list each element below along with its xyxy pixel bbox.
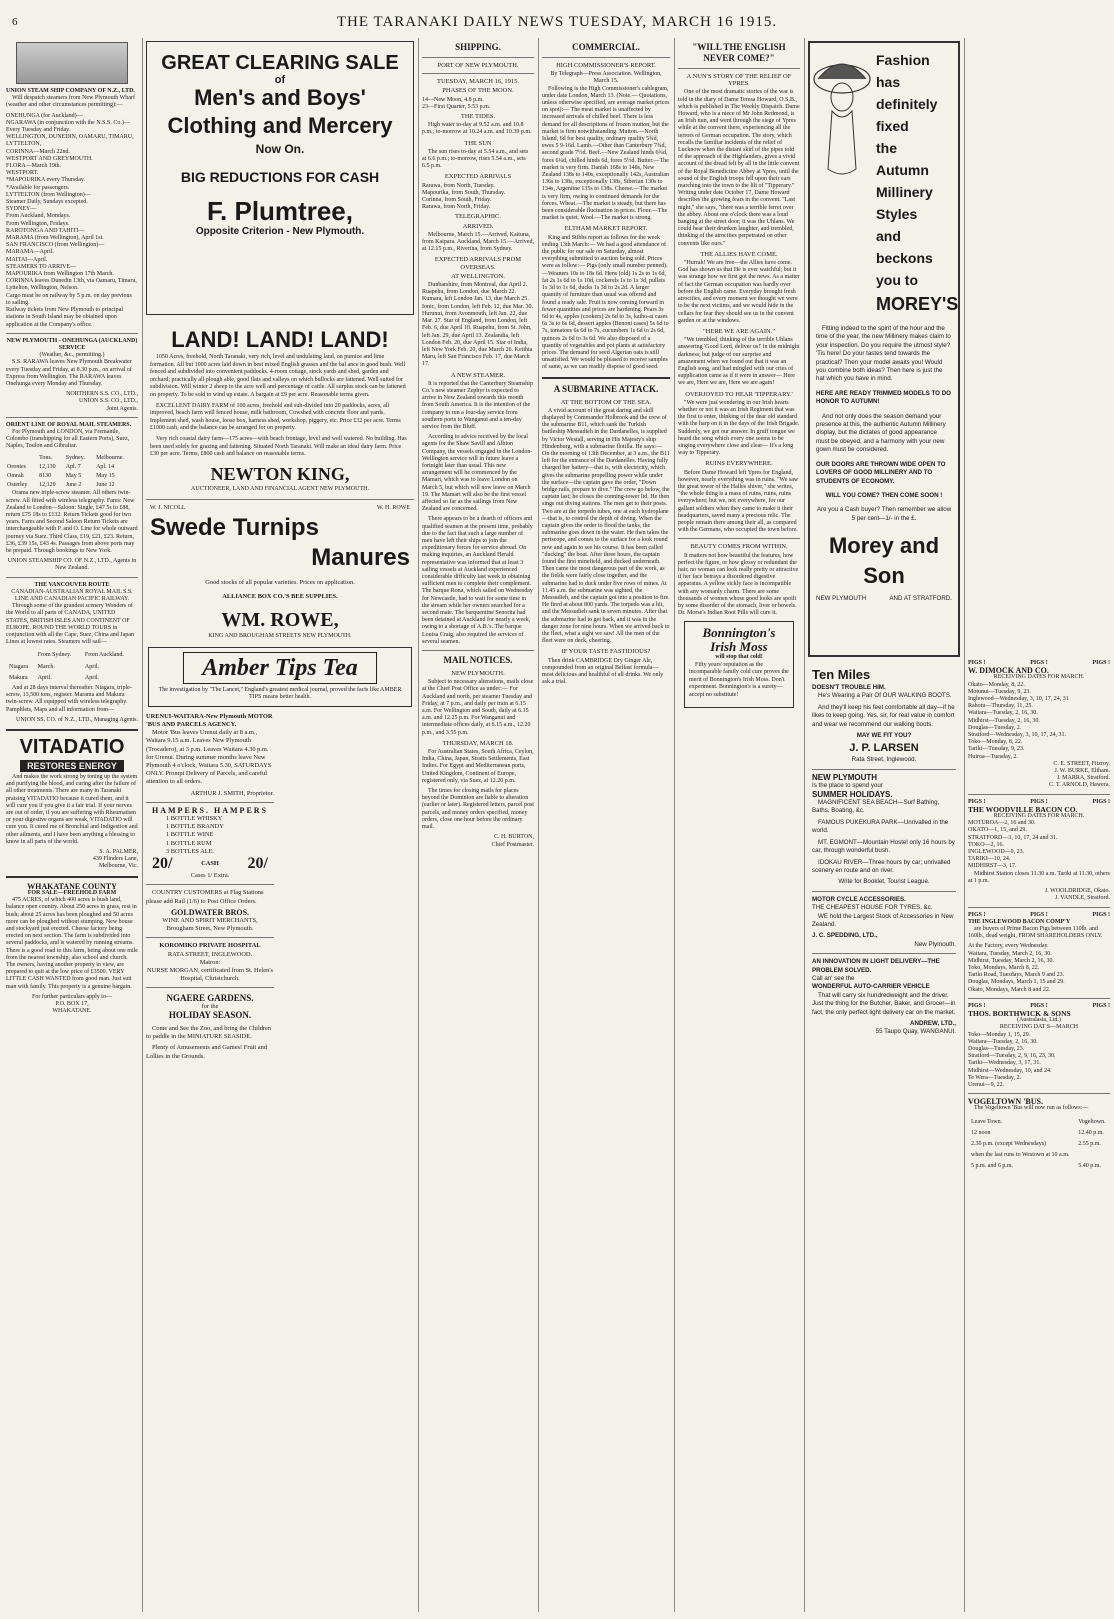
ypres-heading: "WILL THE ENGLISH NEVER COME?" xyxy=(692,42,786,63)
moon-phases: 14—New Moon, 4.8 p.m. 23—First Quarter, 5.53 p.m. xyxy=(422,96,491,110)
fastidious-heading: IF YOUR TASTE FASTIDIOUS? xyxy=(561,648,651,656)
plumtree-name: F. Plumtree, xyxy=(207,196,353,227)
column-ypres-story xyxy=(678,38,800,1612)
dimock-dates: Okato—Monday, 8, 22. Motunui—Tuesday, 9, 23. Inglewood—Wednesday, 3, 10, 17, 24, 31 Rahotu—Thursday, 11, 25. Waitara—Tuesday, 2, 16, 30. Midhirst—Tuesday, 2, 16, 30. Douglas—Tuesday, 2. Stratford—Wednesday, 3, 10, 17, 24, 31. Toko—Monday, 8, 22. Tariki—Tuesday, 9, 23. Huiroa—Tuesday, 2. xyxy=(968,681,1069,760)
usco-title: UNION STEAM SHIP COMPANY OF N.Z., LTD. xyxy=(6,88,135,94)
ready-models: HERE ARE READY TRIMMED MODELS TO DO HONOR TO AUTUMN! xyxy=(816,389,951,406)
woodville-agents: J. WOOLDRIDGE, Okato. J. VANDLE, Stratford. xyxy=(1044,888,1110,902)
mail-heading: MAIL NOTICES. xyxy=(443,655,513,666)
lower-ads-row xyxy=(146,713,414,1064)
ten-miles-sub: DOESN'T TROUBLE HIM. xyxy=(812,684,886,691)
bonnington-ad xyxy=(684,621,794,707)
moon-heading: PHASES OF THE MOON. xyxy=(442,87,514,95)
whakatane-contact: For further particulars apply to— P.O. BOX 17, WHAKATANE. xyxy=(32,993,112,1015)
onehunga-signature: NORTHERN S.S. CO., LTD., UNION S.S. CO., LTD., Joint Agents. xyxy=(66,391,138,412)
overseas-sub: AT WELLINGTON. xyxy=(451,272,505,280)
woodville-dates: MOTUROA—2, 16 and 30. OKATO—1, 15, and 29. STRATFORD—3, 10, 17, 24 and 31. TOKO—2, 16. INGLEWOOD—9, 23. TARIKI—10, 24. MIDHIRST—3, 17. xyxy=(968,820,1058,870)
vancouver-text: Through some of the grandest scenery Wonders of the World to all parts of CANADA, UNITED STATES, BRITISH ISLES AND CONTINENT OF EUROPE. ROUND THE WORLD TOURS in conjunction with all the Cape, Suez, China and Japan Lines at lowest rates. Steamers will sail— xyxy=(6,603,134,646)
onehunga-text: S.S. RARAWA leaves New Plymouth Breakwater every Tuesday and Friday, at 8.30 p.m., on arrival of Express from Wellington. The RARAWA leaves Onehunga every Monday and Thursday. xyxy=(6,359,132,387)
vogeltown-title: VOGELTOWN 'BUS. xyxy=(968,1097,1043,1107)
andrew-name: ANDREW, LTD., xyxy=(910,1020,956,1027)
thursday-text: For Australian States, South Africa, Ceylon, India, China, Japan, Straits Settlements, East Indies. For Egypt and Mediterranean ports, United Kingdom, Continent of Europe, registered only, via Suez, at 12.20 p.m. xyxy=(422,749,534,784)
onehunga-sub: (Weather, &c., permitting.) xyxy=(39,352,105,359)
larsen-address: Rata Street, Inglewood. xyxy=(851,756,917,764)
inglewood-bacon-dates: At the Factory, every Wednesday. Waitara, Tuesday, March 2, 16, 30. Midhirst, Tuesday, March 2, 16, 30. Toko, Mondays, March 8, 22. Tariki Road, Tuesdays, March 9 and 23. Douglas, Mondays, March 1, 15 and 29. Okato, Mondays, March 8 and 22. xyxy=(968,943,1065,993)
woodville-title: THE WOODVILLE BACON CO. xyxy=(968,804,1078,814)
motor-cycle-sub: THE CHEAPEST HOUSE FOR TYRES, &c. xyxy=(812,904,933,912)
may-we-fit: MAY WE FIT YOU? xyxy=(856,732,912,740)
vogeltown-text: The Vogeltown 'Bus will now run as follows:— xyxy=(974,1105,1089,1112)
arrived-heading: ARRIVED. xyxy=(462,222,494,230)
allies-heading: THE ALLIES HAVE COME. xyxy=(700,250,778,258)
telegraphic-heading: TELEGRAPHIC. xyxy=(454,213,502,221)
motor-cycle-text: WE hold the Largest Stock of Accessories in New Zealand. xyxy=(812,912,954,928)
new-steamer-text-2: According to advice received by the local agents for the Shaw Savill and Albion Company, the vessels engaged in the London-Wellington service will in future leave a fortnight later than usual. This new arrangement will be commenced by the Mamari, which was to leave London on March 5, but which will now leave on March 19. The Mamari will also be the first vessel affected so far as the sailings from New Zealand are concerned. xyxy=(422,434,533,513)
arrived-text: Melbourne, March 15.—Arrived, Kaituna, from Kaipara. Auckland, March 15.—Arrived, at 12.15 p.m., Riverina, from Sydney. xyxy=(422,231,534,253)
column-rule xyxy=(804,38,805,1612)
onehunga-title: NEW PLYMOUTH - ONEHUNGA (AUCKLAND) SERVICE xyxy=(6,337,138,351)
ypres-text: One of the most dramatic stories of the war is told in the diary of Dame Teresa Howard, O.S.B., which is published in The Weekly Dispatch. Dame Howard, who is a niece of Mr John Redmond, is an Irish nun, and went through the siege of Ypres while at the convent there, experiencing all the terrors of German occupation. The story, which recalls the familiar incidents of the relief of Lucknow when the distant skirl of the pipes told of the approach of the Highlanders, gives a vivid account of the dread felt by all in the little convent of the Royal Benedictine Abbey at Ypres, until the sound of the English troops fell upon their ears marching into the town to the lilt of "Tipperary." Writing under date October 17, Dame Howard describes the growing fears in the convent. "Last night," she says, "there was a terrible ferret over the abbey. About one o'clock there was a loud banging at the street door; it was the Uhlans. We could hear their drunken laughter, and trembled, thinking of the atrocities perpetrated on other convents like ours." xyxy=(678,89,800,247)
column-pigs-ads xyxy=(968,660,1110,1612)
spedding-name: J. C. SPEDDING, LTD., xyxy=(812,932,878,940)
dimock-sub: RECEIVING DATES FOR MARCH. xyxy=(993,674,1085,681)
innovation-text: That will carry six hundredweight and the driver. Just the thing for the Butcher, Baker, and Grocer—in fact, the only perfect light delivery car on the market. xyxy=(812,991,956,1016)
ngaere-title: NGAERE GARDENS. xyxy=(166,993,254,1004)
hamper-price: 20/ CASH 20/ xyxy=(152,854,268,872)
pigs-banner: PIGS ! PIGS ! PIGS ! xyxy=(968,911,1110,918)
column-rule xyxy=(538,38,539,1612)
rowe-sub: KING AND BROUGHAM STREETS NEW PLYMOUTH. xyxy=(208,632,352,639)
vancouver-sub: CANADIAN-AUSTRALIAN ROYAL MAIL S.S. LINE AND CANADIAN PACIFIC RAILWAY. xyxy=(11,588,133,602)
woodville-sub: RECEIVING DATES FOR MARCH. xyxy=(993,813,1085,820)
amber-tips-sub: The investigation by "The Lancet," England's greatest medical journal, proved the facts like AMBER TIPS means better health. xyxy=(158,686,402,701)
mail-signature: C. H. BURTON, Chief Postmaster. xyxy=(491,834,534,848)
bonnington-sub: will stop that cold! xyxy=(715,654,763,661)
submarine-sub: AT THE BOTTOM OF THE SEA. xyxy=(560,398,652,406)
hamper-sub: Cases 1/ Extra. xyxy=(190,872,230,880)
mail-text: Subject to necessary alterations, mails close at the Chief Post Office as under:— For Auckland and north, per steamer Tuesday and Friday, at 7 p.m., and daily per train at 6.15 a.m. For Wellington and South, daily at 6.15 a.m. and 12.25 p.m. For Wanganui and intermediate offices daily, at 6.15 a.m., 12.20 p.m., and 3.55 p.m. xyxy=(422,679,534,736)
vancouver-signature: UNION SS. CO. of N.Z., LTD., Managing Agents. xyxy=(16,716,138,723)
spedding-sub: New Plymouth. xyxy=(914,940,956,948)
usco-schedule: ONEHUNGA (for Auckland)— NGARAWA (in conjunction with the N.S.S. Co.)—Every Tuesday and Friday. WELLINGTON, DUNEDIN, OAMARU, TIMARU, LYTTELTON, CORINNA—March 22nd. WESTPORT AND GREYMOUTH. FLORA—March 19th. WESTPORT. *MAPOURIKA every Thursday. *Available for passengers. LYTTELTON (from Wellington)— Steamer Daily, Sundays excepted. SYDNEY— From Auckland, Mondays. From Wellington, Fridays. RAROTONGA AND TAHITI— MARAMA (from Wellington), April 1st. SAN FRANCISCO (from Wellington)— MARAMA—April. MAITAI—April. STEAMERS TO ARRIVE— MAPOURIKA from Wellington 17th March. CORINNA leaves Dunedin 13th, via Oamaru, Timaru, Lyttelton, Wellington, Nelson. Cargo must be on railway by 5 p.m. on day previous to sailing. Railway tickets from New Plymouth to principal stations in South Island may be obtained upon application at the Company's office. xyxy=(6,112,137,328)
lower-column-ads xyxy=(808,660,960,1039)
shipping-date: TUESDAY, MARCH 16, 1915. xyxy=(437,78,519,86)
land-text-3: Very rich coastal dairy farm—175 acres—with beach frontage, level and well watered. No building. Has been used solely for grazing and fattening. Situated North Taranaki. Will make an ideal dairy farm. Price £30 per acre. Terms, £800 cash and balance on reasonable terms. xyxy=(150,435,407,458)
new-steamer-heading: A NEW STEAMER. xyxy=(450,371,506,379)
shipping-heading: SHIPPING. xyxy=(455,42,501,52)
masthead-title: THE TARANAKI DAILY NEWS TUESDAY, MARCH 16 1915. xyxy=(336,14,778,30)
np-footer: Write for Booklet, Tourist League. xyxy=(838,878,930,886)
rowe-name: WM. ROWE, xyxy=(221,608,339,631)
borthwick-sub-2: RECEIVING DAT S—MARCH xyxy=(999,1024,1079,1031)
vitadatio-signature: S. A. PALMER, 439 Flinders Lane, Melbourne, Vic. xyxy=(92,849,138,870)
ngaere-text-2: Plenty of Amusements and Games! Fruit and Lollies in the Grounds. xyxy=(146,1044,268,1060)
clearing-sale-of: of xyxy=(274,74,286,86)
ruins-text: Before Dame Howard left Ypres for England, however, nearly everything was in ruins. "We saw the great tower of the Halles shiver," she writes, "the whole thing is a mass of ruins, ruins, ruins everywhere; but we, not everywhere, for our gallant soldiers when they came to make it their headquarters, saved many a precious relic. The people remain there among their all, as compared with the Germans, who occupied the town before. xyxy=(678,469,799,534)
woodville-text: Midhirst Station closes 11.30 a.m. Tariki at 11.30, others at 1 p.m. xyxy=(968,870,1110,884)
clearing-sale-line: Men's and Boys' xyxy=(194,85,366,111)
ngaere-season: HOLIDAY SEASON. xyxy=(168,1009,252,1020)
np-title: SUMMER HOLIDAYS. xyxy=(812,789,893,799)
fastidious-text: Then drink CAMBRIDGE Dry Ginger Ale, compounded from an original Belfast formula—most delicious and healthful of all drinks. We only ask a trial. xyxy=(542,657,664,686)
motor-cycle-heading: MOTOR CYCLE ACCESSORIES. xyxy=(812,895,906,903)
new-steamer-text: It is reported that the Canterbury Steamship Co.'s new steamer Zephyr is expected to arrive in New Zealand towards this month from South America. It is the intention of the company to run a four-day service from southern ports to Wanganui and a ten-day service from the Bluff. xyxy=(422,380,533,430)
amber-tips-logo: Amber Tips Tea xyxy=(183,652,377,684)
amber-tips-ad xyxy=(148,647,412,707)
expected-heading: EXPECTED ARRIVALS xyxy=(444,173,512,181)
fashion-text: Fitting indeed to the spirit of the hour and the time of the year, the new Millinery makes claim to your inspection. Do you require the utmost style? 'Tis here! Do your tastes tend towards the practical? Then your model awaits you! Would you combine both ideas? Then here is just the hat which you have in mind. xyxy=(816,325,951,383)
newton-king-sub: AUCTIONEER, LAND AND FINANCIAL AGENT NEW PLYMOUTH. xyxy=(191,485,369,492)
beauty-heading: BEAUTY COMES FROM WITHIN. xyxy=(690,543,788,551)
column-shipping-ads xyxy=(6,38,138,1612)
clearing-sale-line: Clothing and Mercery xyxy=(167,113,393,139)
hc-heading: HIGH COMMISSIONER'S REPORT. xyxy=(556,62,656,69)
urenui-text: Motor 'Bus leaves Urenui daily at 8 a.m., Waitara 9.15 a.m. Leaves New Plymouth (Trocadero), at 3 p.m. Leaves Waitara 4.30 p.m. for Urenui. During summer months leave New Plymouth 4 o'clock, Waitara 5.30, SATURDAYS ONLY. Prompt Delivery of Parcels, and careful attention to all orders. xyxy=(146,729,272,786)
column-rule xyxy=(142,38,143,1612)
lower-ads-left xyxy=(146,713,274,1064)
fashion-headline: Fashion has definitely fixed the Autumn Millinery Styles and beckons you to MOREY'S xyxy=(876,52,959,314)
whakatane-title: WHAKATANE COUNTY xyxy=(27,881,117,891)
swede-title: Swede Turnips xyxy=(150,513,319,541)
borthwick-dates: Toko—Monday 1, 15, 29. Waitara—Tuesday, 2, 16, 30. Douglas—Tuesday, 23. Stratford—Tuesday, 2, 9, 16, 23, 30. Tariki—Wednesday, 3, 17, 31. Midhirst—Wednesday, 10, and 24. Te Wera—Tuesday, 2. Urenui—9, 22. xyxy=(968,1031,1056,1088)
here-heading: "HERE WE ARE AGAIN." xyxy=(703,327,775,335)
andrew-address: 55 Taupo Quay, WANGANUI. xyxy=(875,1028,956,1036)
clearing-sale-now-on: Now On. xyxy=(255,142,305,157)
will-you-come: WILL YOU COME? THEN COME SOON ! xyxy=(825,491,943,499)
tides-heading: THE TIDES. xyxy=(460,113,496,121)
bonnington-logo: Bonnington's Irish Moss xyxy=(702,625,776,655)
tipperary-heading: OVERJOYED TO HEAR 'TIPPERARY.' xyxy=(685,390,793,398)
dimock-agents: C. E. STREET, Fitzroy. J. W. BURKE, Eltham. J. MARRA, Stratford. C. T. ARNOLD, Hawera. xyxy=(1049,760,1110,789)
page-number: 6 xyxy=(12,16,18,28)
eltham-text: King and Stibbs report as follows for the week ending 13th March:— We had a good attendance of the public for our sale on Saturday, almost everything submitted to auction being sold. Prices were as follow:— Pigs (only small number penned).—Weaners 10s to 18s 6d. Hens (old) 1s 2s to 1s 6d, fat 2s 1s 6d to 1s 10d, cockerels 1s to 1s 3d, pullets 1s 3d to 1s 6d, ducks 1s 3d to 2s 2d. A larger quantity of furniture than usual was offered and found a ready sale. Fruit is now coming forward in fewer quantities and prices are hardening. Pears 3s 6d to 4s, apples (cookers) 2s 6d to 3s, kaiho-ai cases 6s 3s to 6s 6d, dessert apples (Benoni cases) 5s 6d to 7s, tomatoes 6s 6d to 7s, cucumbers 1s 6d to 2s 6d, quinces 2s 6d to 3s 6d. We also disposed of a quantity of vegetables and pot plants at satisfactory prices. The demand for seed Algerian oats is still unsatisfied. We would be pleased to receive samples of same, as we can readily dispose of good seed. xyxy=(542,234,669,371)
np-attractions: MAGNIFICENT SEA BEACH—Surf Bathing, Baths, Boating, &c. FAMOUS PUKEKURA PARK—Unrivalled in the world. MT. EGMONT—Mountain Hostel only 16 hours by car, through wonderful bush. IDOKAU RIVER—Three hours by car; unrivalled scenery en route and on river. xyxy=(812,799,955,874)
hc-sub: By Telegraph—Press Association. Wellington, March 15. xyxy=(550,71,662,85)
mail-sub: NEW PLYMOUTH. xyxy=(451,670,505,678)
allies-text: "Hurrah! We are free—the Allies have come. God has shown us that He is ever watchful; but it was strange how we first got the news. As a matter of fact the German occupation was hardly over before the English came. Everyday brought fresh atrocities, and every moment we thought we were to be the next victims, and we would hide in the cellars for fear they should see us in the convent garden or at the windows. xyxy=(678,260,800,324)
beauty-text: It matters not how beautiful the features, how perfect the figure, or how glossy or redundant the hair, no woman can look really pretty or attractive if her face betrays a disordered digestive apparatus. A yellow sickly face is incompatible with any womanly charm. There are some thousands of women whose good looks are spoilt by some disorder of the stomach, liver or bowels. Dr. Morse's Indian Root Pills will cure it. xyxy=(678,552,799,617)
sun-text: The sun rises to-day at 5.54 a.m., and sets at 6.6 p.m.; to-morrow, rises 5.54 a.m., sets 6.5 p.m. xyxy=(422,148,529,170)
vancouver-table: From Sydney. From Auckland. Niagara March. April. Makura April. April. xyxy=(9,652,124,681)
vancouver-text-2: And at 28 days interval thereafter. Niagara, triple-screw, 13,500 tons, register. Marama and Makura twin-screw. All equipped with wireless telegraphy. Pamphlets, Maps and all information from— xyxy=(6,685,132,713)
overseas-text: Dunbarshire, from Montreal, due April 2. Ruapehu, from London, due March 22. Kumara, left London Jan. 13, due March 25. Ionic, from London, left Feb. 12, due Mar. 30. Hurunui, from Avonmouth, left Jan. 22, due Mar. 27. Star of England, from London, left Feb. 6, due April 10. Ruapehu, from St. John, left Jan. 29, due April 13. Zealandia, left London Feb. 20, due April 15. Star of India, left New York Feb. 20, due March 26. Keithia Maru, left San Francisco Feb. 17, due March 17. xyxy=(422,282,533,368)
pigs-banner: PIGS ! PIGS ! PIGS ! xyxy=(968,798,1110,805)
goldwater-sub: WINE AND SPIRIT MERCHANTS, xyxy=(162,916,258,924)
orient-signature: UNION STEAMSHIP CO. OF N.Z., LTD., Agents in New Zealand. xyxy=(7,558,137,572)
sun-heading: THE SUN xyxy=(464,139,492,147)
urenui-signature: ARTHUR J. SMITH, Proprietor. xyxy=(190,789,274,797)
woman-hat-illustration xyxy=(812,49,872,199)
clearing-sale-reductions: BIG REDUCTIONS FOR CASH xyxy=(180,169,380,186)
inglewood-bacon-text: are buyers of Prime Bacon Pigs between 110lb. and 160lb., dead weight, FROM SHAREHOLDERS ONLY. xyxy=(968,925,1103,940)
manures-title: Manures xyxy=(311,543,410,571)
cash-buyer: Are you a Cash buyer? Then remember we allow 5 per cent—1/- in the £. xyxy=(816,506,952,522)
plumtree-address: Opposite Criterion - New Plymouth. xyxy=(195,226,365,238)
inglewood-bacon-title: THE INGLEWOOD BACON COMP'Y xyxy=(968,918,1071,925)
mail-text-2: The times for closing mails for places beyond the Dominion are liable to alteration (earlier or later). Registered letters, parcel post parcels, and money orders specified, money orders, close one hour before the ordinary mail. xyxy=(422,788,534,831)
ngaere-text: Come and See the Zoo, and bring the Children to paddle in the MINIATURE SEASIDE. xyxy=(146,1025,272,1041)
doors-open: OUR DOORS ARE THROWN WIDE OPEN TO LOVERS OF GOOD MILLINERY AND TO STUDENTS OF ECONOMY. xyxy=(816,460,946,485)
hc-text: Following is the High Commissioner's cablegram, under date London, March 13. (Note.— Quotations, unless otherwise specified, are average market prices on spot):— The meat market is unaffected by increased arrivals of chilled beef. There is less demand for all descriptions of frozen mutton, but the market is firm notwithstanding. Mutton.—North Island, 6d for best quality, ordinary quality 5¾d, ewes 5 9-16d. Lamb.—Other than Canterbury 7¾d, second grade 7½d. Beef.—New Zealand hinds 6¾d, fores 6¼d, chilled hinds 6d, fores 5½d. Butter.—The market is very firm. Danish 168s to 148s, New Zealand 138s to 140s, exceptionally 142s, Australian 136s to 138s, exceptionally 138s, Siberian 130s to 134s, Argentine 135s to 138s. Cheese.—The market is very firm, owing to continued demands for the forces. Wheat.—The market is steady, but there has been considerable fluctuation in prices. Flour.—The market is quiet. Wool.—The market is strong. xyxy=(542,85,670,222)
commercial-heading: COMMERCIAL. xyxy=(572,42,640,52)
pigs-banner: PIGS ! PIGS ! PIGS ! xyxy=(968,660,1110,666)
goldwater-address: Brougham Street, New Plymouth. xyxy=(166,925,254,933)
column-rule xyxy=(674,38,675,1612)
vitadatio-logo: VITADATIO xyxy=(19,736,125,759)
morey-locations: NEW PLYMOUTH AND AT STRATFORD. xyxy=(816,595,952,603)
ten-miles-text: He's Wearing a Pair Of OUR WALKING BOOTS. xyxy=(818,692,952,700)
column-morey-ads xyxy=(808,38,960,1612)
here-text: "We trembled, thinking of the terrible Uhlans answering 'Good Lord, deliver us!' in the midnight darkness; but judge of our surprise and amazement when we found out that it was an English song, and had mingled with our cries of supplication came as if it were in answer— Here we are, Here we are, Here we are again! xyxy=(678,337,800,387)
whakatane-text: 475 ACRES, of which 400 acres is bush land, balance open country. About 250 acres in grass, rest in bush; about 25 acres has been ploughed and 50 acres more can be ploughed without stumping. New house and stockyard just erected. Cheese factory being erected on next section. The farm is subdivided into several paddocks, and is watered by running streams. There is a good road to this farm, being about one mile from the nearest township, also school and church. The owners, having another property in view, are prepared to quit at the low price of £3500. VERY LITTLE CASH WANTED from good man. Just suit man with family. This property is a genuine bargain. xyxy=(6,897,138,990)
submarine-text: A vivid account of the great daring and skill displayed by Commander Holbrook and the crew of the submarine B11, which sank the Turkish battleship Messudieh in the Dardanelles, is supplied by Victor Westall, serving in His Majesty's ship Hindenburg, with a submarine flotilla. He says:— On the morning of 13th December, at 3 a.m., the B11 left for the entrance of the Dardanelles. Having fully charged her battery—that is, with electricity, which gives the submarine propelling power while under the surface—the captain gave the order, "Down bridge rails, prepare to dive." The crew go below, the captain last; he closes the conning-tower lid. He then sings out diving stations. The men get to their posts. Two are at the torpedo tubes, one at each hydroplane—that is, to control the depth of diving. When the captain gives the order to flood the tanks, the submarine goes down in the water. He then takes the periscope, and comes to the surface for a look round now and again to see his course. It has been called "ducking" the boat. After three hours, the captain found the first minefield, and ducked underneath. Then came the most dangerous part of the work, as the fields were fairly close together, and the submarine had to duck under five rows of mines. At 11.45 a.m. the submarine was sighted, the Messudieh, and the captain got into a position to fire. He fired at about 800 yards. The torpedo was a hit, and the Messudieh sank in seven minutes. After that the submarine had to get back, and it was in the danger zone for nine hours. When we arrived back to the fleet, what a sight we saw! All the men of the fleet were on deck, cheering. xyxy=(542,407,670,645)
ngaere-for: for the xyxy=(201,1002,219,1010)
hampers-title: HAMPERS. HAMPERS xyxy=(152,805,268,815)
vitadatio-text: And makes the work strong by toning up the system and purifying the blood, and curing after the failure of all other treatments. There are many in Taranaki praising VITADATIO because it cured them, and it will cure you if you give it a fair trial. If your nerves are out of order, if you are suffering with Rheumatism or your digestive organs are weak, VITADATIO will cure you. It cured me of Bronchial and Indigestion and other ailments, and I have been anything a blessing to know in all parts of the world. xyxy=(6,774,138,845)
expected-list: Rarawa, from North, Tuesday. Mapourika, from South, Thursday. Corinna, from South, Friday. Rarawa, from North, Friday. xyxy=(422,182,506,211)
innovation-heading: AN INNOVATION IN LIGHT DELIVERY—THE PROBLEM SOLVED. xyxy=(812,958,940,974)
column-advertisements xyxy=(146,38,414,1612)
ruins-heading: RUINS EVERYWHERE. xyxy=(705,460,773,468)
goldwater-title: GOLDWATER BROS. xyxy=(170,907,250,917)
vitadatio-badge: RESTORES ENERGY xyxy=(20,760,124,772)
country-customers: COUNTRY CUSTOMERS at Flag Stations please add Rail (1/6) to Post Office Orders. xyxy=(146,889,264,905)
thursday-heading: THURSDAY, MARCH 18. xyxy=(442,739,514,747)
ready-text: And not only does the season demand your presence at this, the authentic Autumn Millinery display, but the dictates of good appearance must be obeyed, and a harmony with your new gown must be considered. xyxy=(816,412,946,454)
tipperary-text: "We were just wondering in our Irish hearts whether or not it was an Irish Regiment that was the first to enter, thinking of the dear old standard with the harp on it in the days of the Irish Brigade. Suddenly, we got our answer. In gruff tongue we heard the song which every one seems to be singing everywhere close and clear— It's a long way to Tipperary. xyxy=(678,399,800,457)
orient-intro: For Plymouth and LONDON, via Fremantle, Colombo (transhipping for all Eastern Ports), Suez, Naples, Toulon and Gibraltar. xyxy=(6,428,130,450)
column-rule xyxy=(418,38,419,1612)
innovation-title: WONDERFUL AUTO-CARRIER VEHICLE xyxy=(812,983,930,991)
koromiko-matron: Matron: NURSE MORGAN, certificated from St. Helen's Hospital, Christchurch. xyxy=(147,958,273,983)
land-title: LAND! LAND! LAND! xyxy=(171,327,389,352)
clearing-sale-ad xyxy=(146,41,414,315)
column-rule xyxy=(964,38,965,1612)
eltham-heading: ELTHAM MARKET REPORT. xyxy=(564,225,648,233)
ten-miles-text-2: And they'll keep his feet comfortable all day—if he likes to keep going. Yes, sir, for real value in comfort and wear we recommend our walking boots. xyxy=(812,703,955,728)
dimock-title: W. DIMOCK AND CO. xyxy=(968,666,1049,676)
new-steamer-text-3: There appears to be a dearth of officers and qualified seamen at the present time, probably due to the fact that such a large number of men have left their ships to join the expeditionary forces for service abroad. On making inquiries, an Auckland Herald representative was informed that at least 3 sailing vessels at Auckland experienced considerable difficulty last week in obtaining sufficient men to complete their complement. The barque Rona, which sailed on Wednesday for Newcastle, had to wait for some time in the stream while her owners searched for a second mate. The barquentine Senorita had been detained at Auckland for nearly a week, owing to a shortage of A.B.'s. The barque Louisa Craig, also required the services of several seamen. xyxy=(422,516,533,645)
vancouver-title: THE VANCOUVER ROUTE xyxy=(34,581,110,588)
ten-miles-title: Ten Miles xyxy=(812,667,871,682)
port-heading: PORT OF NEW PLYMOUTH. xyxy=(437,62,519,69)
overseas-heading: EXPECTED ARRIVALS FROM OVERSEAS. xyxy=(434,256,522,271)
swede-text-2: ALLIANCE BOX CO.'S BEE SUPPLIES. xyxy=(222,592,338,600)
whakatane-sub: FOR SALE—FREEHOLD FARM xyxy=(27,889,117,896)
submarine-heading: A SUBMARINE ATTACK. xyxy=(553,383,659,394)
land-text-2: EXCELLENT DAIRY FARM of 100 acres, freehold and sub-divided into 20 paddocks, acres, all improved, beach farm well fenced house, milk bathroom, Cowshed with concrete floor and yards. Implement shed, wash house, loose box, harness shed, workshop, piggery, etc. Price £32 per acre. Terms £1000 cash, and the balance can be arranged for on property. xyxy=(150,402,401,432)
orient-title: ORIENT LINE OF ROYAL MAIL STEAMERS. xyxy=(6,421,132,428)
innovation-sub: Call an' see the xyxy=(812,974,855,982)
morey-millinery-ad xyxy=(808,41,960,657)
pigs-banner: PIGS ! PIGS ! PIGS ! xyxy=(968,1002,1110,1009)
np-heading: NEW PLYMOUTH xyxy=(812,772,878,782)
land-text: 1050 Acres, freehold, North Taranaki, very rich, level and undulating land, on pumice and lime formation. All but 1000 acres laid down in best mixed English grasses and the bal ance in good bush. Well fenced and subdivided into convenient paddocks. 4-room cottage, stock yards and shed, garden and orchard; practically all plough able, good flats and valleys on which bullocks are fattened. Well suited for subdivision. Will winter 2 sheep to the acre well and percentage of cattle. All surplus stock can be fattened on property. To be sold to wind up estate. A bargain at £9 per acre. Reasonable terms given. xyxy=(150,354,406,398)
np-sub: Is the place to spend your xyxy=(812,782,883,790)
swede-text: Good stocks of all popular varieties. Prices on application. xyxy=(205,578,355,586)
orient-text: Orama new triple-screw steamer. All others twin-screw. All fitted with wireless telegraphy. Fares: New Zealand to London—Saloon: Single, £47 5s to £88, return £75 18s to £132. Return Tickets good for two years. Fares and Second Saloon Return Tickets are interchangeable with P. and O. Line for whole outward journey via Suez. Third Class, £19, £21, £23. Return, £36, £39 15s, £43 4s. Passages from above ports may be prepaid. Through bookings to New York. xyxy=(6,490,138,554)
usco-intro: Will despatch steamers from New Plymouth Wharf (weather and other circumstances permitting):— xyxy=(6,95,135,109)
borthwick-title: THOS. BORTHWICK & SONS xyxy=(968,1008,1071,1018)
newton-king-name: NEWTON KING, xyxy=(210,463,350,484)
column-commercial xyxy=(542,38,670,1612)
morey-and-son: Morey and Son xyxy=(828,533,940,589)
clearing-sale-title: GREAT CLEARING SALE xyxy=(161,52,399,74)
orient-table: Tons. Sydney. Melbourne. Orontes 12,130 Apl. 7 Apl. 14 Omrah 8130 May 5 May 15 Osterley 12,129 June 2 June 12 xyxy=(7,454,124,489)
ypres-sub: A NUN'S STORY OF THE RELIEF OF YPRES. xyxy=(686,73,792,88)
bonnington-text: Fifty years' reputation as the incomparable family cold cure proves the merit of Bonnington's Irish Moss. Don't experiment. Bonnington's is a surety—accept no substitute! xyxy=(689,661,789,698)
koromiko-address: RATA STREET, INGLEWOOD. xyxy=(167,950,253,958)
vogeltown-timetable: Leave Town. Vogeltown. 12 noon 12.40 p.m. 2.30 p.m. (except Wednesdays) 2.55 p.m. when the last runs to Westown at 10 a.m. 5 p.m. and 6 p.m. 5.40 p.m. xyxy=(971,1118,1106,1170)
borthwick-sub: (Australasia, Ltd.) xyxy=(1017,1017,1061,1024)
koromiko-title: KOROMIKO PRIVATE HOSPITAL xyxy=(159,942,261,950)
column-shipping-news xyxy=(422,38,534,1612)
lower-ads-right xyxy=(280,713,414,1064)
land-ad xyxy=(146,318,414,495)
hamper-contents: 1 BOTTLE WHISKY 1 BOTTLE BRANDY 1 BOTTLE WINE 1 BOTTLE RUM 3 BOTTLES ALE. xyxy=(166,814,224,855)
urenui-title: URENUI-WAITARA-New Plymouth MOTOR 'BUS AND PARCELS AGENCY. xyxy=(146,712,273,728)
larsen-name: J. P. LARSEN xyxy=(849,742,919,755)
tides-text: High water to-day at 9.52 a.m. and 10.8 p.m.; to-morrow at 10.24 a.m. and 10.39 p.m. xyxy=(422,122,532,136)
swede-ad-names: W. J. NICOLL W. H. ROWE xyxy=(150,505,410,512)
steamship-illustration xyxy=(16,42,128,84)
